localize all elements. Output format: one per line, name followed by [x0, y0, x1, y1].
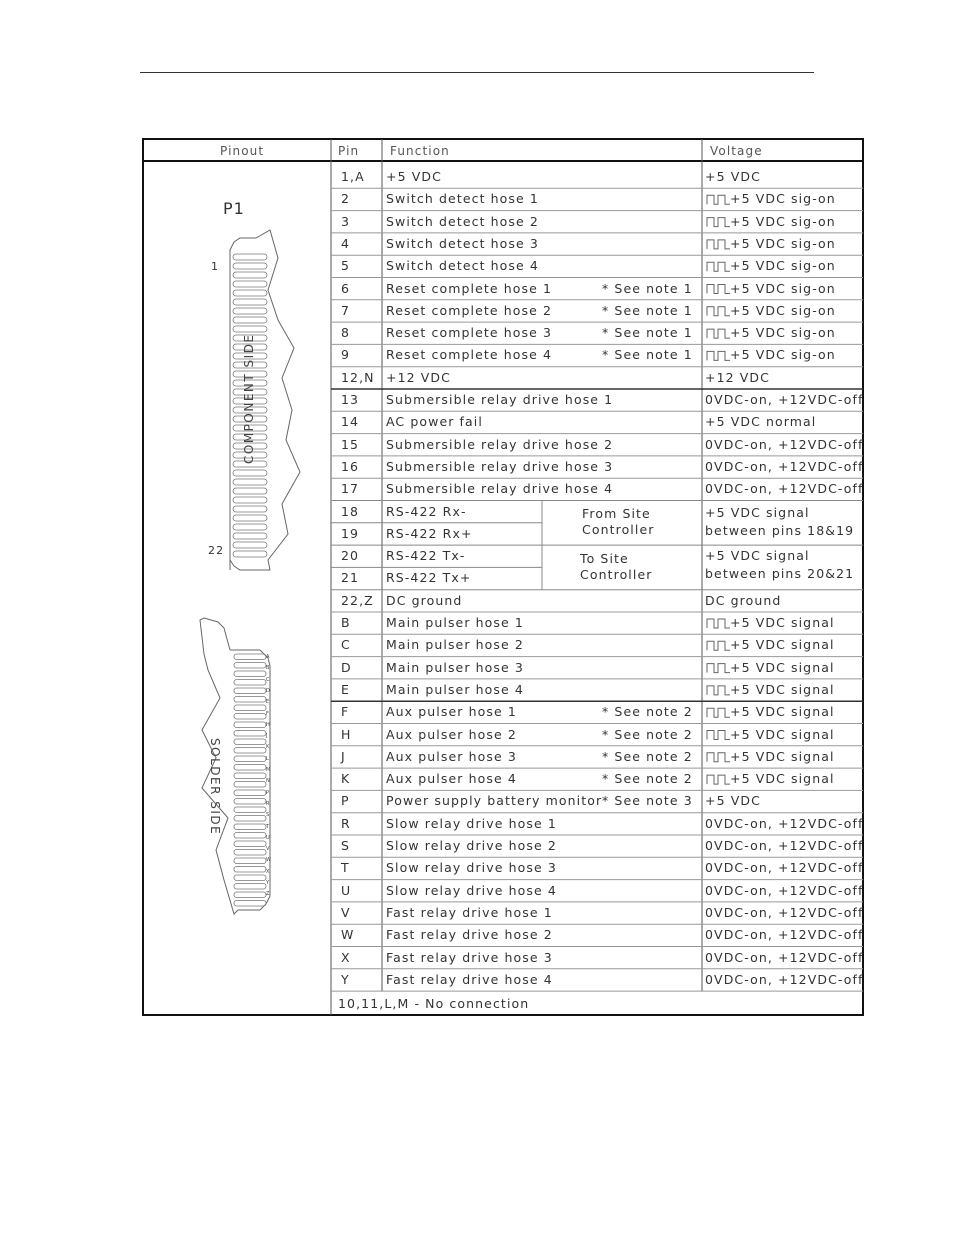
voltage-cell: 0VDC-on, +12VDC-off	[705, 436, 864, 452]
function-cell: Aux pulser hose 4	[386, 771, 517, 787]
pin-cell: 3	[341, 213, 351, 229]
pin-cell: 7	[341, 302, 351, 318]
pulse-signal-icon	[707, 351, 730, 360]
header-pinout: Pinout	[220, 144, 265, 158]
from-site-voltage: +5 VDC signal between pins 18&19	[705, 505, 855, 538]
voltage-cell: 0VDC-on, +12VDC-off	[705, 392, 864, 407]
edge-contact	[234, 790, 266, 796]
pulse-signal-icon	[707, 195, 730, 204]
edge-contact	[234, 739, 266, 745]
edge-contact	[234, 756, 266, 762]
edge-contact	[234, 875, 266, 881]
voltage-cell: 0VDC-on, +12VDC-off	[705, 481, 864, 497]
edge-contact	[233, 479, 267, 485]
pin-cell: 17	[341, 481, 360, 497]
connector-name: P1	[223, 199, 245, 218]
note-cell: * See note 2	[602, 748, 693, 764]
solder-pin-letter: V	[266, 846, 270, 853]
last-pin-label: 22	[208, 544, 225, 557]
edge-contact	[233, 470, 267, 476]
pin-cell: F	[341, 704, 350, 720]
pin-cell: 5	[341, 258, 351, 274]
function-cell: RS-422 Tx+	[386, 570, 472, 586]
edge-contact	[234, 680, 266, 686]
pin-cell: 18	[341, 503, 360, 519]
pin-cell: H	[341, 726, 352, 742]
note-cell: * See note 2	[602, 704, 693, 720]
edge-contact	[234, 824, 266, 830]
solder-pin-letter: R	[266, 800, 270, 807]
edge-contact	[234, 688, 266, 694]
pin-cell: 9	[341, 347, 351, 363]
edge-contact	[234, 722, 266, 728]
solder-pin-letter: U	[266, 834, 270, 841]
pin-cell: C	[341, 637, 351, 653]
voltage-cell: 0VDC-on, +12VDC-off	[705, 904, 864, 920]
pin-cell: X	[341, 949, 351, 965]
function-cell: Reset complete hose 2	[386, 302, 553, 318]
edge-contact	[234, 782, 266, 788]
edge-contact	[234, 833, 266, 839]
pin-cell: D	[341, 659, 352, 675]
pin-cell: 8	[341, 325, 351, 341]
pin-cell: 6	[341, 280, 351, 296]
edge-contact	[234, 714, 266, 720]
header-rule	[140, 72, 814, 73]
edge-contact	[233, 497, 267, 503]
voltage-cell: 0VDC-on, +12VDC-off	[705, 458, 864, 474]
function-cell: Submersible relay drive hose 3	[386, 458, 614, 474]
edge-contact	[233, 488, 267, 494]
edge-contact	[234, 858, 266, 864]
voltage-cell: 0VDC-on, +12VDC-off	[705, 927, 864, 943]
pin-cell: 21	[341, 570, 360, 586]
pin-cell: 1,A	[341, 169, 365, 184]
function-cell: Aux pulser hose 3	[386, 748, 517, 764]
edge-contact	[233, 515, 267, 521]
voltage-cell: +5 VDC signal	[730, 704, 835, 720]
pin-cell: K	[341, 771, 351, 787]
edge-contact	[234, 731, 268, 740]
function-cell: DC ground	[386, 592, 463, 608]
function-cell: Slow relay drive hose 4	[386, 882, 557, 898]
note-cell: * See note 2	[602, 771, 693, 787]
pin-cell: 20	[341, 548, 360, 564]
pulse-signal-icon	[707, 731, 730, 740]
edge-contact	[233, 272, 267, 278]
voltage-cell: +5 VDC sig-on	[730, 235, 836, 251]
voltage-cell: +5 VDC normal	[705, 414, 817, 430]
pulse-signal-icon	[707, 619, 730, 628]
solder-pin-letter: L	[266, 755, 269, 762]
edge-contact	[233, 281, 267, 287]
function-cell: Switch detect hose 3	[386, 235, 539, 251]
voltage-cell: DC ground	[705, 592, 782, 608]
pulse-signal-icon	[707, 775, 730, 784]
voltage-cell: +5 VDC	[705, 169, 761, 184]
voltage-cell: +5 VDC sig-on	[730, 347, 836, 363]
pin-cell: 16	[341, 458, 360, 474]
pin-cell: U	[341, 882, 352, 898]
solder-pin-letter: X	[266, 868, 270, 875]
to-site-label: To Site Controller	[580, 551, 653, 582]
edge-contact	[234, 867, 266, 873]
edge-contact	[233, 524, 267, 530]
solder-pin-letter: A	[266, 654, 270, 660]
note-cell: * See note 1	[602, 347, 693, 363]
pulse-signal-icon	[707, 641, 730, 650]
function-cell: Reset complete hose 1	[386, 280, 553, 296]
voltage-cell: +5 VDC sig-on	[730, 325, 836, 341]
edge-contact	[233, 326, 267, 332]
edge-contact	[234, 748, 266, 754]
note-cell: * See note 3	[602, 793, 693, 809]
edge-contact	[233, 533, 267, 539]
pin-cell: S	[341, 838, 351, 853]
voltage-cell: 0VDC-on, +12VDC-off	[705, 882, 864, 898]
function-cell: Slow relay drive hose 1	[386, 815, 557, 831]
function-cell: +5 VDC	[386, 169, 442, 184]
voltage-cell: +5 VDC sig-on	[730, 213, 836, 229]
function-cell: Switch detect hose 1	[386, 191, 539, 207]
pulse-signal-icon	[707, 329, 730, 338]
first-pin-label: 1	[211, 260, 220, 273]
edge-contact	[234, 816, 266, 822]
pin-cell: J	[341, 748, 346, 764]
note-cell: * See note 1	[602, 302, 693, 318]
function-cell: Aux pulser hose 2	[386, 726, 517, 742]
pulse-signal-icon	[707, 240, 730, 249]
pulse-signal-icon	[707, 307, 730, 316]
note-cell: * See note 1	[602, 280, 693, 296]
edge-contact	[233, 299, 267, 305]
pin-cell: B	[341, 615, 351, 630]
function-cell: Slow relay drive hose 3	[386, 860, 557, 876]
function-cell: Submersible relay drive hose 1	[386, 392, 614, 407]
function-cell: RS-422 Rx-	[386, 503, 467, 519]
edge-contact	[233, 308, 267, 314]
pin-cell: T	[341, 860, 350, 876]
solder-pin-letter: T	[266, 823, 270, 830]
voltage-cell: +5 VDC signal	[730, 726, 835, 742]
edge-contact	[233, 551, 267, 557]
pin-cell: 13	[341, 392, 360, 407]
voltage-cell: 0VDC-on, +12VDC-off	[705, 949, 864, 965]
pin-cell: 19	[341, 525, 360, 541]
function-cell: Aux pulser hose 1	[386, 704, 517, 720]
solder-side-label: SOLDER SIDE	[208, 738, 222, 836]
solder-pin-letter: Z	[266, 891, 270, 898]
edge-contact	[233, 542, 267, 548]
pulse-signal-icon	[707, 285, 730, 294]
voltage-cell: +5 VDC signal	[730, 637, 835, 653]
pin-cell: 12,N	[341, 369, 375, 385]
edge-contact	[234, 799, 266, 805]
edge-contact	[234, 884, 266, 890]
function-cell: Switch detect hose 4	[386, 258, 539, 274]
voltage-cell: +5 VDC sig-on	[730, 302, 836, 318]
pin-cell: E	[341, 681, 350, 697]
pin-cell: W	[341, 927, 355, 943]
function-cell: Fast relay drive hose 3	[386, 949, 553, 965]
function-cell: RS-422 Rx+	[386, 525, 473, 541]
voltage-cell: +5 VDC signal	[730, 748, 835, 764]
function-cell: Main pulser hose 2	[386, 637, 524, 653]
pulse-signal-icon	[707, 686, 730, 695]
footer-note: 10,11,L,M - No connection	[338, 996, 530, 1011]
header-voltage: Voltage	[710, 144, 763, 158]
header-function: Function	[390, 144, 450, 158]
pin-cell: 22,Z	[341, 592, 374, 608]
pin-cell: 4	[341, 235, 351, 251]
edge-contact	[233, 290, 267, 296]
pin-cell: V	[341, 904, 351, 920]
function-cell: Fast relay drive hose 4	[386, 971, 553, 987]
solder-pin-letter: N	[266, 778, 270, 785]
edge-contact	[234, 850, 266, 856]
solder-pin-letter: Y	[266, 880, 270, 886]
solder-pin-letter: C	[266, 676, 270, 683]
edge-contact	[234, 654, 266, 660]
voltage-cell: +5 VDC sig-on	[730, 191, 836, 207]
pin-cell: P	[341, 793, 350, 809]
voltage-cell: +5 VDC signal	[730, 681, 835, 697]
solder-pin-letter: B	[266, 665, 270, 672]
function-cell: Fast relay drive hose 2	[386, 927, 553, 943]
function-cell: +12 VDC	[386, 369, 451, 385]
function-cell: Reset complete hose 4	[386, 347, 553, 363]
solder-pin-letter: D	[266, 687, 270, 694]
edge-contact	[233, 317, 267, 323]
voltage-cell: +5 VDC	[705, 793, 761, 809]
pin-cell: 14	[341, 414, 360, 430]
voltage-cell: +5 VDC signal	[730, 659, 835, 675]
function-cell: Submersible relay drive hose 4	[386, 481, 614, 497]
voltage-cell: +5 VDC signal	[730, 771, 835, 787]
edge-contact	[234, 773, 266, 779]
edge-contact	[234, 892, 266, 898]
function-cell: Reset complete hose 3	[386, 325, 553, 341]
solder-pin-letter: J	[266, 733, 268, 740]
solder-pin-letter: H	[266, 721, 270, 728]
edge-contact	[233, 263, 267, 269]
solder-pin-letter: F	[266, 710, 269, 717]
edge-contact	[233, 254, 267, 260]
to-site-voltage: +5 VDC signal between pins 20&21	[705, 548, 855, 581]
from-site-label: From Site Controller	[582, 506, 655, 537]
pin-cell: R	[341, 815, 351, 831]
edge-contact	[234, 663, 266, 669]
pin-cell: Y	[341, 971, 350, 987]
edge-contact	[234, 697, 266, 703]
voltage-cell: +5 VDC signal	[730, 615, 835, 630]
voltage-cell: 0VDC-on, +12VDC-off	[705, 815, 864, 831]
solder-pin-letter: E	[266, 699, 270, 706]
header-pin: Pin	[338, 144, 360, 158]
note-cell: * See note 1	[602, 325, 693, 341]
pin-cell: 2	[341, 191, 351, 207]
edge-contact	[234, 671, 266, 677]
note-cell: * See note 2	[602, 726, 693, 742]
voltage-cell: +12 VDC	[705, 369, 770, 385]
pulse-signal-icon	[707, 262, 730, 271]
solder-pin-letter: K	[266, 744, 270, 751]
solder-pin-letter: M	[266, 767, 271, 773]
edge-contact	[234, 705, 266, 711]
pin-cell: 15	[341, 436, 360, 452]
function-cell: Slow relay drive hose 2	[386, 838, 557, 853]
function-cell: Fast relay drive hose 1	[386, 904, 553, 920]
edge-contact	[234, 841, 266, 847]
pulse-signal-icon	[707, 708, 730, 717]
function-cell: Submersible relay drive hose 2	[386, 436, 614, 452]
function-cell: Power supply battery monitor	[386, 793, 603, 809]
pulse-signal-icon	[707, 753, 730, 762]
pulse-signal-icon	[707, 664, 730, 673]
edge-contact	[233, 506, 267, 512]
solder-pin-letter: W	[266, 857, 271, 864]
edge-contact	[234, 807, 266, 813]
voltage-cell: 0VDC-on, +12VDC-off	[705, 971, 864, 987]
function-cell: Switch detect hose 2	[386, 213, 539, 229]
solder-pin-letter: S	[266, 812, 270, 819]
solder-pin-letter: P	[266, 789, 270, 796]
voltage-cell: +5 VDC sig-on	[730, 280, 836, 296]
pulse-signal-icon	[707, 218, 730, 227]
edge-contact	[234, 901, 266, 907]
voltage-cell: 0VDC-on, +12VDC-off	[705, 860, 864, 876]
voltage-cell: 0VDC-on, +12VDC-off	[705, 838, 864, 853]
function-cell: RS-422 Tx-	[386, 548, 466, 564]
edge-contact	[234, 765, 266, 771]
function-cell: AC power fail	[386, 414, 483, 430]
voltage-cell: +5 VDC sig-on	[730, 258, 836, 274]
pinout-table	[142, 138, 864, 1016]
component-side-label: COMPONENT SIDE	[242, 333, 256, 464]
function-cell: Main pulser hose 1	[386, 615, 524, 630]
function-cell: Main pulser hose 3	[386, 659, 524, 675]
function-cell: Main pulser hose 4	[386, 681, 524, 697]
